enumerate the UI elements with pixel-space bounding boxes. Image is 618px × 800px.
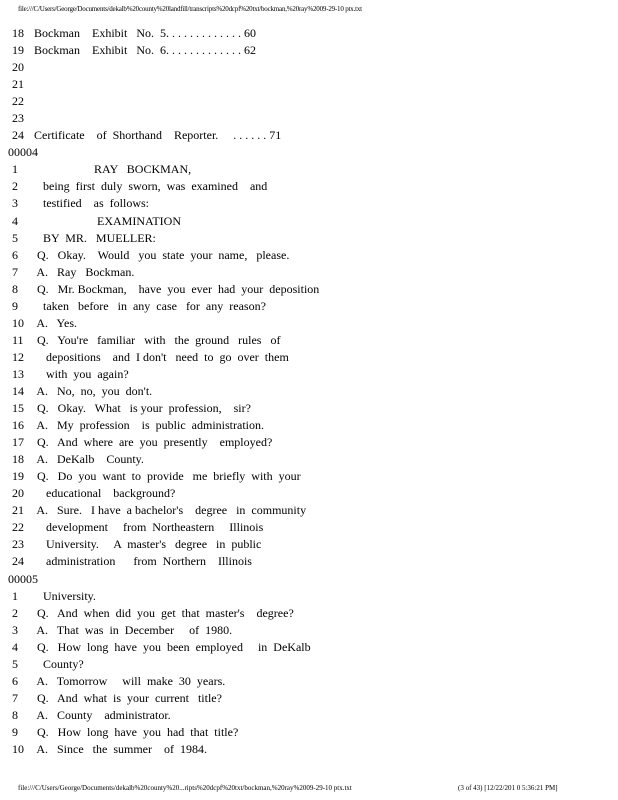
line-text: A. DeKalb County. bbox=[34, 452, 144, 467]
transcript-line bbox=[12, 178, 612, 195]
transcript-line bbox=[12, 298, 612, 315]
line-text: A. My profession is public administration. bbox=[34, 418, 264, 433]
transcript-line bbox=[12, 690, 612, 707]
line-number: 18 bbox=[12, 26, 24, 40]
line-number: 3 bbox=[12, 622, 18, 637]
line-text: taken before in any case for any reason? bbox=[34, 298, 266, 313]
line-number: 16 bbox=[12, 418, 24, 433]
transcript-line bbox=[12, 622, 612, 639]
transcript-line bbox=[12, 724, 612, 741]
transcript-line bbox=[12, 230, 612, 247]
transcript-line bbox=[12, 264, 612, 281]
transcript-line bbox=[12, 673, 612, 690]
transcript-line bbox=[12, 366, 612, 383]
line-text: Q. Do you want to provide me briefly with your bbox=[34, 469, 301, 484]
line-number: 15 bbox=[12, 401, 24, 416]
line-number: 23 bbox=[12, 111, 24, 126]
line-number: 19 bbox=[12, 469, 24, 484]
line-number: 8 bbox=[12, 281, 18, 296]
line-number: 13 bbox=[12, 366, 24, 381]
page-marker: 00004 bbox=[8, 145, 38, 160]
footer-path: file:///C/Users/George/Documents/dekalb%20county%20...ripts%20dcpf%20txt/bockman,%20ray%2009-29-10 ptx.txt bbox=[18, 784, 352, 792]
transcript-line bbox=[12, 417, 612, 434]
line-text: educational background? bbox=[34, 486, 176, 501]
line-number: 10 bbox=[12, 741, 24, 756]
transcript-body bbox=[8, 25, 612, 758]
transcript-line bbox=[12, 707, 612, 724]
transcript-line bbox=[12, 400, 612, 417]
line-text: A. Since the summer of 1984. bbox=[34, 741, 207, 756]
line-text: Certificate of Shorthand Reporter. . . . . . . 71 bbox=[34, 128, 282, 143]
page-footer bbox=[18, 784, 613, 794]
transcript-line bbox=[12, 502, 612, 519]
line-text: testified as follows: bbox=[34, 196, 149, 211]
line-number: 10 bbox=[12, 315, 24, 330]
line-number: 20 bbox=[12, 486, 24, 501]
transcript-line bbox=[12, 195, 612, 212]
line-number: 6 bbox=[12, 247, 18, 262]
line-number: 3 bbox=[12, 196, 18, 211]
line-text: development from Northeastern Illinois bbox=[34, 520, 264, 535]
transcript-line bbox=[12, 639, 612, 656]
line-text: with you again? bbox=[34, 366, 129, 381]
transcript-line bbox=[12, 451, 612, 468]
page-header-path: file:///C/Users/George/Documents/dekalb%20county%20landfill/transcripts%20dcpf%20txt/bockman,%20ray%2009-29-10 ptx.txt bbox=[18, 5, 362, 13]
line-text: administration from Northern Illinois bbox=[34, 554, 252, 569]
transcript-line bbox=[12, 127, 612, 144]
line-text: depositions and I don't need to go over them bbox=[34, 349, 289, 364]
transcript-line bbox=[12, 741, 612, 758]
line-text: RAY BOCKMAN, bbox=[34, 162, 192, 177]
line-number: 7 bbox=[12, 264, 18, 279]
transcript-line bbox=[12, 485, 612, 502]
line-number: 4 bbox=[12, 213, 18, 228]
line-number: 17 bbox=[12, 435, 24, 450]
line-number: 21 bbox=[12, 77, 24, 92]
transcript-line bbox=[12, 553, 612, 570]
line-text: A. Sure. I have a bachelor's degree in community bbox=[34, 503, 307, 518]
line-number: 24 bbox=[12, 128, 24, 143]
transcript-line bbox=[12, 42, 612, 59]
transcript-line bbox=[12, 315, 612, 332]
page-marker: 00005 bbox=[8, 571, 38, 586]
line-number: 23 bbox=[12, 537, 24, 552]
line-text: A. Yes. bbox=[34, 315, 78, 330]
line-text: A. No, no, you don't. bbox=[34, 383, 153, 398]
line-number: 7 bbox=[12, 690, 18, 705]
transcript-line bbox=[12, 110, 612, 127]
line-text: EXAMINATION bbox=[34, 213, 181, 228]
line-text: BY MR. MUELLER: bbox=[34, 230, 156, 245]
transcript-line bbox=[12, 434, 612, 451]
line-text: University. A master's degree in public bbox=[34, 537, 262, 552]
transcript-line bbox=[12, 76, 612, 93]
transcript-line bbox=[12, 93, 612, 110]
line-number: 21 bbox=[12, 503, 24, 518]
line-text: Q. How long have you been employed in DeKalb bbox=[34, 639, 311, 654]
line-number: 22 bbox=[12, 94, 24, 109]
transcript-line bbox=[12, 213, 612, 230]
line-text: Q. Okay. Would you state your name, please. bbox=[34, 247, 290, 262]
line-text: A. Tomorrow will make 30 years. bbox=[34, 673, 226, 688]
transcript-line bbox=[12, 349, 612, 366]
transcript-line bbox=[12, 161, 612, 178]
line-text: County? bbox=[34, 656, 84, 671]
line-number: 2 bbox=[12, 179, 18, 194]
transcript-line bbox=[12, 656, 612, 673]
line-text: Bockman Exhibit No. 6. . . . . . . . . . . . . 62 bbox=[34, 43, 256, 58]
line-number: 18 bbox=[12, 452, 24, 467]
line-text: Q. You're familiar with the ground rules of bbox=[34, 332, 281, 347]
line-number: 1 bbox=[12, 588, 18, 603]
line-text: Q. And when did you get that master's degree? bbox=[34, 605, 294, 620]
line-number: 11 bbox=[12, 332, 24, 347]
transcript-line bbox=[12, 247, 612, 264]
line-number: 5 bbox=[12, 230, 18, 245]
line-number: 12 bbox=[12, 349, 24, 364]
transcript-line bbox=[12, 519, 612, 536]
line-number: 1 bbox=[12, 162, 18, 177]
transcript-line bbox=[12, 281, 612, 298]
line-number: 24 bbox=[12, 554, 24, 569]
line-text: Q. Okay. What is your profession, sir? bbox=[34, 401, 251, 416]
transcript-line bbox=[12, 588, 612, 605]
line-text: Q. Mr. Bockman, have you ever had your deposition bbox=[34, 281, 320, 296]
line-number: 19 bbox=[12, 43, 24, 58]
transcript-line bbox=[12, 383, 612, 400]
transcript-line bbox=[12, 25, 612, 42]
line-number: 22 bbox=[12, 520, 24, 535]
line-text: Q. And what is your current title? bbox=[34, 690, 222, 705]
line-text: University. bbox=[34, 588, 96, 603]
line-number: 6 bbox=[12, 673, 18, 688]
line-text: being first duly sworn, was examined and bbox=[34, 179, 268, 194]
transcript-line bbox=[12, 332, 612, 349]
line-number: 14 bbox=[12, 383, 24, 398]
transcript-line bbox=[12, 605, 612, 622]
line-number: 5 bbox=[12, 656, 18, 671]
line-number: 9 bbox=[12, 298, 18, 313]
line-number: 20 bbox=[12, 60, 24, 75]
transcript-line bbox=[12, 468, 612, 485]
line-text: Q. How long have you had that title? bbox=[34, 724, 239, 739]
line-number: 8 bbox=[12, 707, 18, 722]
line-text: Q. And where are you presently employed? bbox=[34, 435, 273, 450]
transcript-line bbox=[12, 536, 612, 553]
line-text: A. That was in December of 1980. bbox=[34, 622, 233, 637]
line-text: A. Ray Bockman. bbox=[34, 264, 135, 279]
line-text: Bockman Exhibit No. 5. . . . . . . . . . . . . 60 bbox=[34, 26, 256, 40]
footer-page-info: (3 of 43) [12/22/201 0 5:36:21 PM] bbox=[458, 784, 558, 792]
line-number: 2 bbox=[12, 605, 18, 620]
line-text: A. County administrator. bbox=[34, 707, 171, 722]
line-number: 4 bbox=[12, 639, 18, 654]
line-number: 9 bbox=[12, 724, 18, 739]
transcript-line bbox=[12, 59, 612, 76]
